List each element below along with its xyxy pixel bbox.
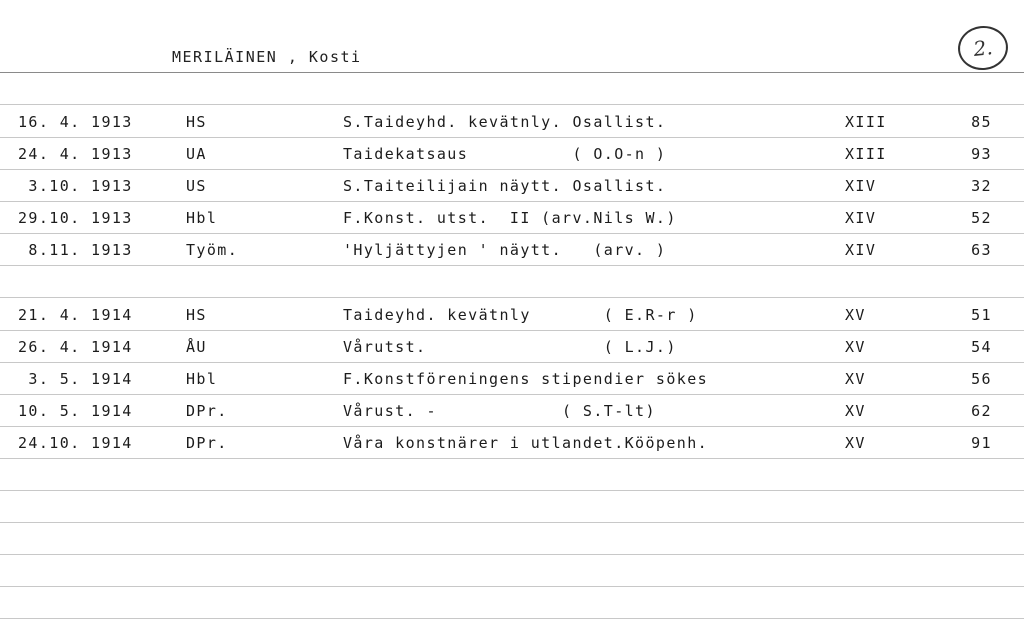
entry-volume: XIV — [845, 209, 877, 227]
entry-page: 85 — [971, 113, 992, 131]
card-heading: MERILÄINEN , Kosti — [172, 48, 362, 66]
entry-page: 91 — [971, 434, 992, 452]
entry-title: 'Hyljättyjen ' näytt. (arv. ) — [343, 241, 667, 259]
entry-date: 21. 4. 1914 — [18, 306, 133, 324]
entry-volume: XIII — [845, 145, 887, 163]
entry-row — [0, 205, 1024, 233]
entry-title: Taideyhd. kevätnly ( E.R-r ) — [343, 306, 698, 324]
entry-newspaper: Työm. — [186, 241, 239, 259]
entry-volume: XIV — [845, 177, 877, 195]
ruled-line — [0, 458, 1024, 459]
entry-newspaper: DPr. — [186, 402, 228, 420]
entry-row — [0, 109, 1024, 137]
ruled-line — [0, 233, 1024, 234]
entry-date: 8.11. 1913 — [18, 241, 133, 259]
ruled-line — [0, 490, 1024, 491]
entry-title: F.Konst. utst. II (arv.Nils W.) — [343, 209, 677, 227]
entry-page: 62 — [971, 402, 992, 420]
entry-newspaper: DPr. — [186, 434, 228, 452]
entry-date: 3.10. 1913 — [18, 177, 133, 195]
entry-newspaper: Hbl — [186, 370, 218, 388]
entry-newspaper: Hbl — [186, 209, 218, 227]
entry-page: 52 — [971, 209, 992, 227]
entry-row — [0, 366, 1024, 394]
entry-newspaper: HS — [186, 306, 207, 324]
entry-newspaper: HS — [186, 113, 207, 131]
entry-newspaper: UA — [186, 145, 207, 163]
entry-title: Vårutst. ( L.J.) — [343, 338, 677, 356]
entry-page: 63 — [971, 241, 992, 259]
entry-page: 93 — [971, 145, 992, 163]
card-number-circle: 2. — [956, 24, 1010, 73]
entry-newspaper: ÅU — [186, 338, 207, 356]
ruled-line — [0, 201, 1024, 202]
entry-volume: XV — [845, 402, 866, 420]
entry-title: S.Taiteilijain näytt. Osallist. — [343, 177, 667, 195]
ruled-line — [0, 586, 1024, 587]
ruled-line — [0, 554, 1024, 555]
ruled-line — [0, 265, 1024, 266]
entry-page: 54 — [971, 338, 992, 356]
entry-volume: XV — [845, 370, 866, 388]
entry-date: 24. 4. 1913 — [18, 145, 133, 163]
entry-page: 51 — [971, 306, 992, 324]
entry-date: 16. 4. 1913 — [18, 113, 133, 131]
entry-newspaper: US — [186, 177, 207, 195]
entry-row — [0, 302, 1024, 330]
entry-page: 56 — [971, 370, 992, 388]
entry-row — [0, 173, 1024, 201]
heading-rule — [0, 72, 1024, 73]
ruled-line — [0, 297, 1024, 298]
entry-title: F.Konstföreningens stipendier sökes — [343, 370, 709, 388]
entry-date: 24.10. 1914 — [18, 434, 133, 452]
entry-title: Taidekatsaus ( O.O-n ) — [343, 145, 667, 163]
ruled-line — [0, 330, 1024, 331]
entry-date: 26. 4. 1914 — [18, 338, 133, 356]
entry-volume: XIII — [845, 113, 887, 131]
entry-row — [0, 430, 1024, 458]
entry-volume: XIV — [845, 241, 877, 259]
ruled-line — [0, 522, 1024, 523]
ruled-line — [0, 618, 1024, 619]
entry-volume: XV — [845, 434, 866, 452]
entry-volume: XV — [845, 306, 866, 324]
entry-date: 10. 5. 1914 — [18, 402, 133, 420]
entry-row — [0, 334, 1024, 362]
entry-date: 3. 5. 1914 — [18, 370, 133, 388]
entry-row — [0, 141, 1024, 169]
entry-page: 32 — [971, 177, 992, 195]
entry-row — [0, 237, 1024, 265]
entry-volume: XV — [845, 338, 866, 356]
entry-title: S.Taideyhd. kevätnly. Osallist. — [343, 113, 667, 131]
ruled-line — [0, 426, 1024, 427]
entry-date: 29.10. 1913 — [18, 209, 133, 227]
entry-title: Våra konstnärer i utlandet.Kööpenh. — [343, 434, 709, 452]
entry-title: Vårust. - ( S.T-lt) — [343, 402, 656, 420]
entry-row — [0, 398, 1024, 426]
ruled-line — [0, 169, 1024, 170]
ruled-line — [0, 394, 1024, 395]
ruled-line — [0, 137, 1024, 138]
ruled-line — [0, 104, 1024, 105]
ruled-line — [0, 362, 1024, 363]
